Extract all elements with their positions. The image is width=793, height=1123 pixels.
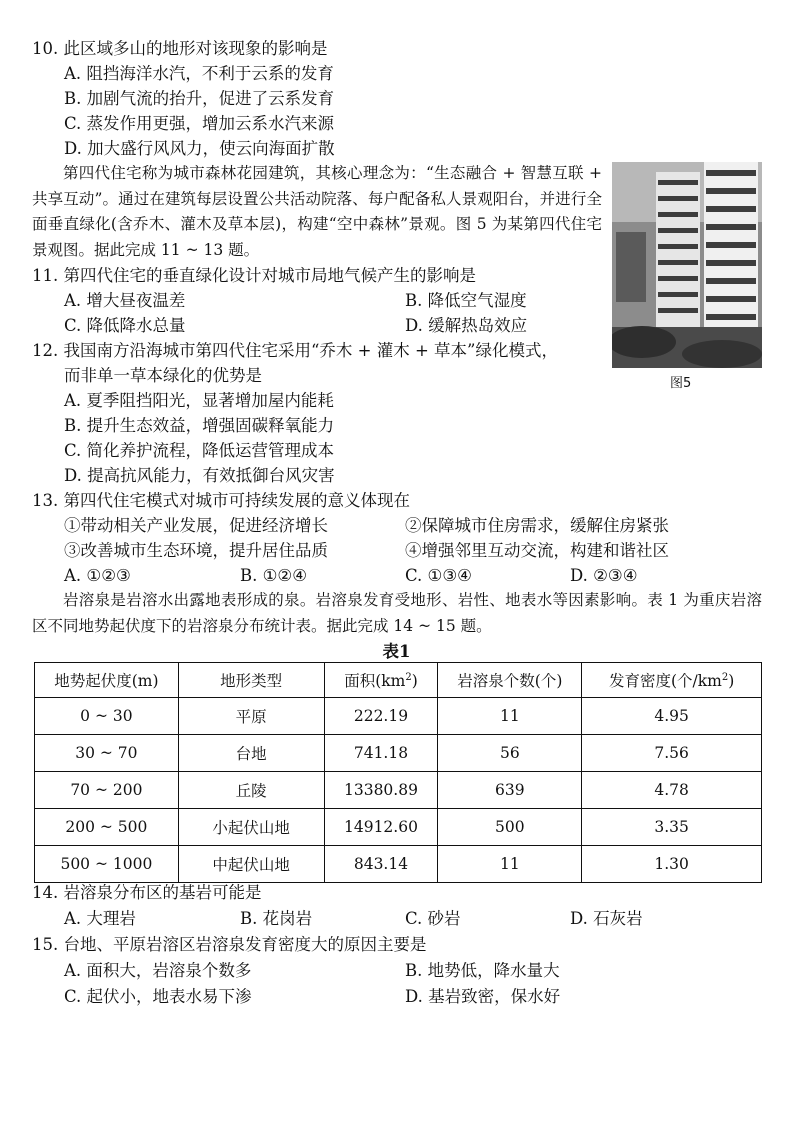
cell-density: 1.30 — [582, 846, 762, 883]
q13-option-d: D. ②③④ — [570, 566, 638, 585]
q10-option-a: A. 阻挡海洋水汽，不利于云系的发育 — [64, 64, 334, 83]
cell-count: 11 — [438, 846, 582, 883]
header-area-sup: 2 — [405, 671, 412, 683]
header-density — [582, 663, 762, 698]
cell-density: 3.35 — [582, 809, 762, 846]
cell-count: 56 — [438, 735, 582, 772]
table-row — [35, 772, 762, 809]
header-density-sup: 2 — [721, 671, 729, 683]
q12-stem-line2: 而非单一草本绿化的优势是 — [64, 366, 262, 385]
q13-option-b: B. ①②④ — [240, 566, 307, 585]
cell-terrain: 台地 — [178, 735, 324, 772]
cell-area: 14912.60 — [324, 809, 438, 846]
header-spring-count: 岩溶泉个数(个) — [438, 663, 582, 698]
cell-terrain: 平原 — [178, 698, 324, 735]
q13-option-c: C. ①③④ — [405, 566, 472, 585]
q15-option-d: D. 基岩致密，保水好 — [405, 987, 561, 1006]
cell-relief: 200 ~ 500 — [35, 809, 179, 846]
q10-option-c: C. 蒸发作用更强，增加云系水汽来源 — [64, 114, 335, 133]
q10-option-d: D. 加大盛行风风力，使云向海面扩散 — [64, 139, 335, 158]
header-terrain-type: 地形类型 — [178, 663, 324, 698]
karst-spring-table — [34, 662, 762, 883]
q13-item-1: ①带动相关产业发展，促进经济增长 — [64, 516, 328, 535]
q13-item-4: ④增强邻里互动交流，构建和谐社区 — [405, 541, 669, 560]
passage-karst-springs: 岩溶泉是岩溶水出露地表形成的泉。岩溶泉发育受地形、岩性、地表水等因素影响。表 1 为重庆岩溶区不同地势起伏度下的岩溶泉分布统计表。据此完成 14 ~ 15 题。 — [32, 591, 762, 635]
cell-relief: 70 ~ 200 — [35, 772, 179, 809]
cell-density: 4.78 — [582, 772, 762, 809]
cell-area: 741.18 — [324, 735, 438, 772]
cell-relief: 500 ~ 1000 — [35, 846, 179, 883]
q14-option-a: A. 大理岩 — [64, 909, 136, 928]
q14-option-b: B. 花岗岩 — [240, 909, 313, 928]
table-row — [35, 809, 762, 846]
cell-area: 222.19 — [324, 698, 438, 735]
cell-count: 11 — [438, 698, 582, 735]
cell-count: 639 — [438, 772, 582, 809]
cell-density: 4.95 — [582, 698, 762, 735]
q13-item-2: ②保障城市住房需求，缓解住房紧张 — [405, 516, 669, 535]
header-area — [324, 663, 438, 698]
q15-stem: 15. 台地、平原岩溶区岩溶泉发育密度大的原因主要是 — [32, 935, 427, 954]
q10-option-b: B. 加剧气流的抬升，促进了云系发育 — [64, 89, 335, 108]
table-header-row — [35, 663, 762, 698]
cell-relief: 0 ~ 30 — [35, 698, 179, 735]
q12-option-c: C. 简化养护流程，降低运营管理成本 — [64, 441, 335, 460]
q14-stem: 14. 岩溶泉分布区的基岩可能是 — [32, 883, 262, 902]
table-row — [35, 698, 762, 735]
cell-count: 500 — [438, 809, 582, 846]
cell-area: 843.14 — [324, 846, 438, 883]
q11-option-a: A. 增大昼夜温差 — [64, 291, 186, 310]
q11-option-c: C. 降低降水总量 — [64, 316, 186, 335]
q12-option-b: B. 提升生态效益，增强固碳释氧能力 — [64, 416, 335, 435]
q11-option-b: B. 降低空气湿度 — [405, 291, 527, 310]
header-density-close: ) — [728, 672, 735, 690]
cell-relief: 30 ~ 70 — [35, 735, 179, 772]
q10-stem: 10. 此区域多山的地形对该现象的影响是 — [32, 39, 328, 58]
header-density-text: 发育密度(个/km — [608, 672, 722, 690]
figure-5-photo — [612, 162, 762, 368]
q12-option-d: D. 提高抗风能力，有效抵御台风灾害 — [64, 466, 335, 485]
cell-area: 13380.89 — [324, 772, 438, 809]
q11-stem: 11. 第四代住宅的垂直绿化设计对城市局地气候产生的影响是 — [32, 266, 476, 285]
q12-stem-line1: 12. 我国南方沿海城市第四代住宅采用“乔木 + 灌木 + 草本”绿化模式， — [32, 341, 558, 360]
cell-terrain: 丘陵 — [178, 772, 324, 809]
cell-terrain: 小起伏山地 — [178, 809, 324, 846]
q13-item-3: ③改善城市生态环境，提升居住品质 — [64, 541, 328, 560]
q11-option-d: D. 缓解热岛效应 — [405, 316, 528, 335]
header-area-text: 面积(km — [344, 672, 406, 690]
header-relief: 地势起伏度(m) — [35, 663, 179, 698]
q14-option-c: C. 砂岩 — [405, 909, 461, 928]
table-row — [35, 735, 762, 772]
passage-forest-housing: 第四代住宅称为城市森林花园建筑，其核心理念为：“生态融合 + 智慧互联 + 共享互动”。通过在建筑每层设置公共活动院落、每户配备私人景观阳台，并进行全面垂直绿化(含乔木、灌木及草本层)，构建“空中森林”景观。图 5 为某第四代住宅景观图。据此完成 11 ~ 13 题。 — [32, 164, 602, 259]
cell-terrain: 中起伏山地 — [178, 846, 324, 883]
figure-5-caption: 图5 — [670, 376, 692, 391]
q15-option-c: C. 起伏小，地表水易下渗 — [64, 987, 252, 1006]
q13-stem: 13. 第四代住宅模式对城市可持续发展的意义体现在 — [32, 491, 410, 510]
q12-option-a: A. 夏季阻挡阳光，显著增加屋内能耗 — [64, 391, 334, 410]
table-row — [35, 846, 762, 883]
q15-option-b: B. 地势低，降水量大 — [405, 961, 560, 980]
cell-density: 7.56 — [582, 735, 762, 772]
q14-option-d: D. 石灰岩 — [570, 909, 643, 928]
q15-option-a: A. 面积大，岩溶泉个数多 — [64, 961, 252, 980]
q13-option-a: A. ①②③ — [64, 566, 131, 585]
table-1-caption: 表1 — [382, 642, 411, 661]
residential-towers-illustration — [612, 162, 762, 368]
header-area-close: ) — [411, 672, 418, 690]
